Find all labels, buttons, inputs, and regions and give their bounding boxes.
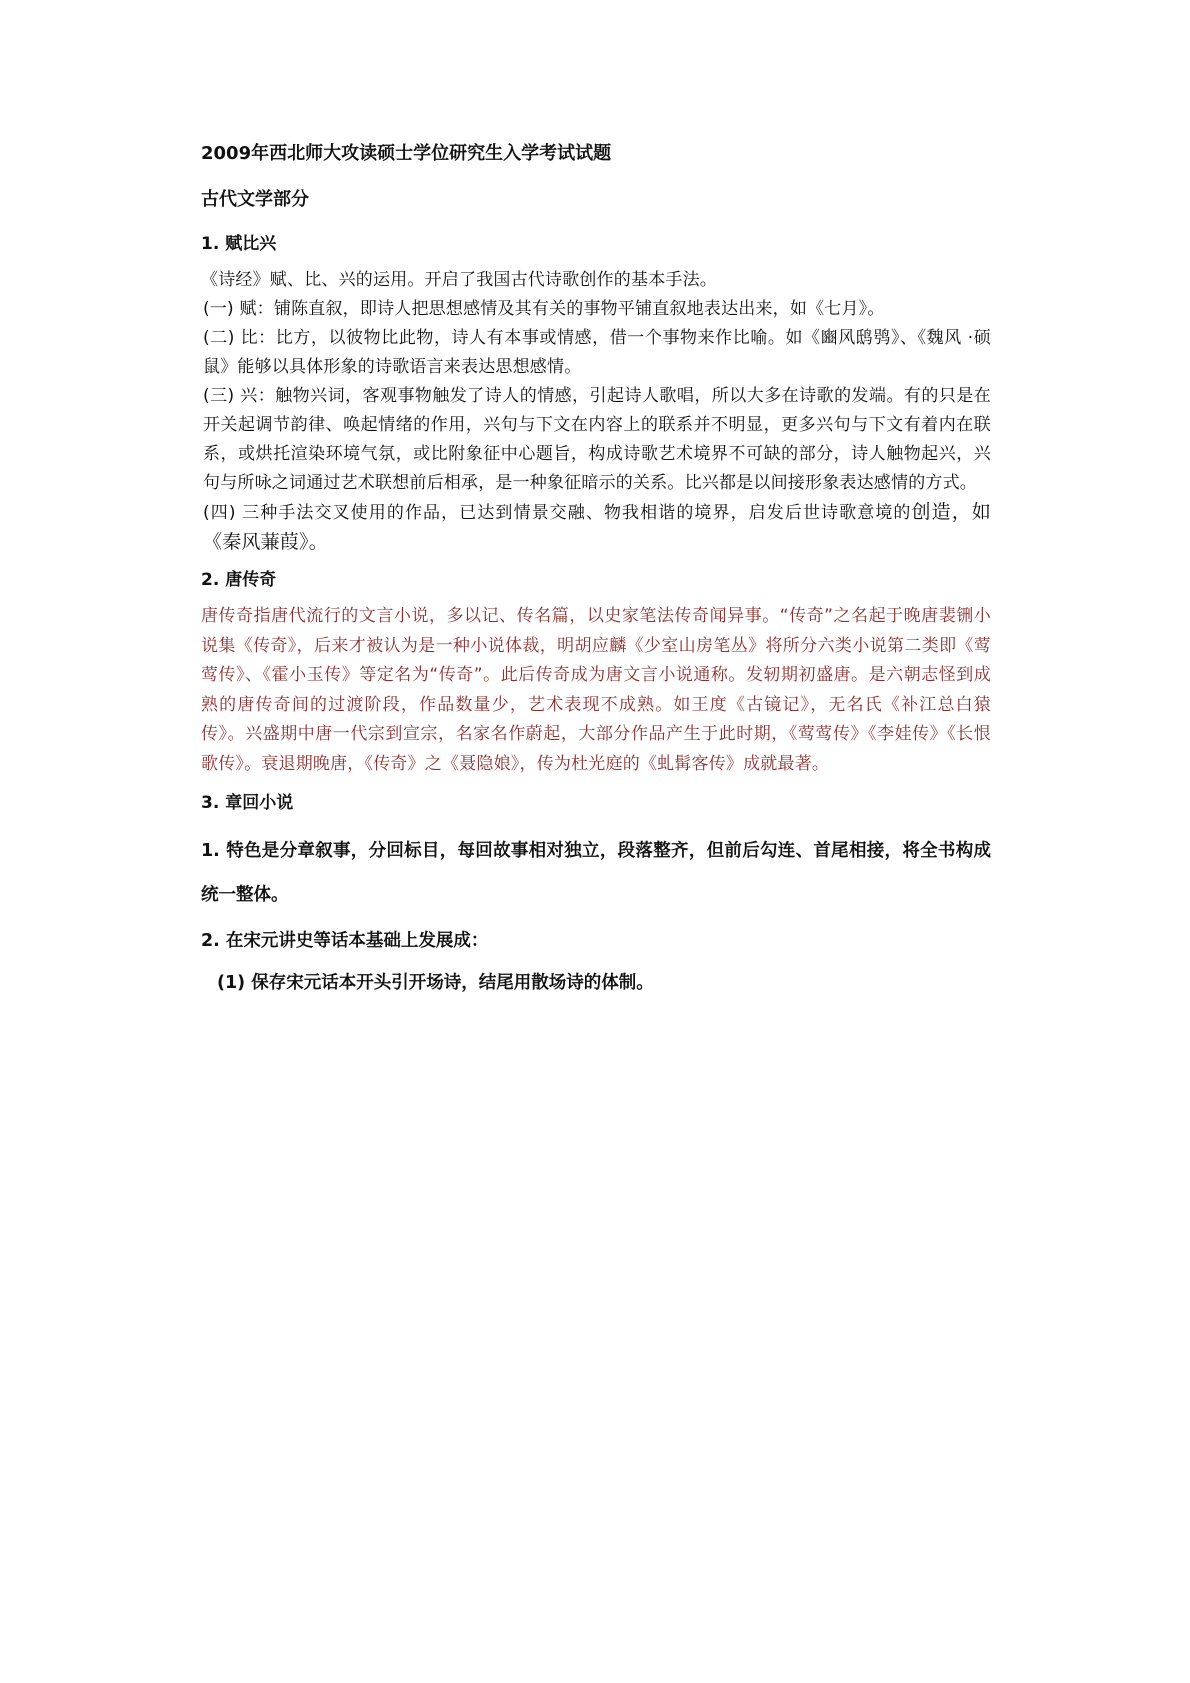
question-3-heading: 3. 章回小说 [201,793,294,813]
q1-item-4 [201,498,991,558]
section-title: 古代文学部分 [201,189,309,210]
question-2-heading: 2. 唐传奇 [201,570,277,590]
q2-body: 唐传奇指唐代流行的文言小说，多以记、传名篇，以史家笔法传奇闻异事。“传奇”之名起于晚唐裴铏小说集《传奇》，后来才被认为是一种小说体裁，明胡应麟《少室山房笔丛》将所分六类小说第二类即《莺莺传》、《霍小玉传》等定名为“传奇”。此后传奇成为唐文言小说通称。发轫期初盛唐。是六朝志怪到成熟的唐传奇间的过渡阶段，作品数量少，艺术表现不成熟。如王度《古镜记》，无名氏《补江总白猿传》。兴盛期中唐一代宗到宣宗，名家名作蔚起，大部分作品产生于此时期，《莺莺传》《李娃传》《长恨歌传》。衰退期晚唐，《传奇》之《聂隐娘》，传为杜光庭的《虬髯客传》成就最著。 [201,606,991,774]
document-title: 2009年西北师大攻读硕士学位研究生入学考试试题 [201,143,612,164]
q1-item-4-main: (四) 三种手法交叉使用的作品，已达到情景交融、物我相谐的境界，启发后世诗歌意境的 [203,503,912,523]
q1-item-3: (三) 兴：触物兴词，客观事物触发了诗人的情感，引起诗人歌唱，所以大多在诗歌的发端。有的只是在开关起调节韵律、唤起情绪的作用，兴句与下文在内容上的联系并不明显，更多兴句与下文有着内在联系，或烘托渲染环境气氛，或比附象征中心题旨，构成诗歌艺术境界不可缺的部分，诗人触物起兴，兴句与所咏之词通过艺术联想前后相承，是一种象征暗示的关系。比兴都是以间接形象表达感情的方式。 [203,386,991,493]
q3-sub-item-1: (1) 保存宋元话本开头引开场诗，结尾用散场诗的体制。 [217,973,654,993]
q1-item-4-tail: 创造，如《秦风蒹葭》。 [203,501,991,553]
question-1-body [201,266,991,558]
question-1-heading: 1. 赋比兴 [201,234,277,254]
q1-intro: 《诗经》赋、比、兴的运用。开启了我国古代诗歌创作的基本手法。 [201,270,717,290]
q1-item-1: (一) 赋：铺陈直叙，即诗人把思想感情及其有关的事物平铺直叙地表达出来，如《七月》。 [203,299,885,319]
q3-point-2: 2. 在宋元讲史等话本基础上发展成： [201,931,489,951]
document-content [201,140,991,997]
q1-item-2: (二) 比：比方，以彼物比此物，诗人有本事或情感，借一个事物来作比喻。如《豳风鸱鸮》、《魏风 ·硕鼠》能够以具体形象的诗歌语言来表达思想感情。 [203,328,991,377]
q3-point-1: 1. 特色是分章叙事，分回标目，每回故事相对独立，段落整齐，但前后勾连、首尾相接，将全书构成统一整体。 [201,841,991,905]
